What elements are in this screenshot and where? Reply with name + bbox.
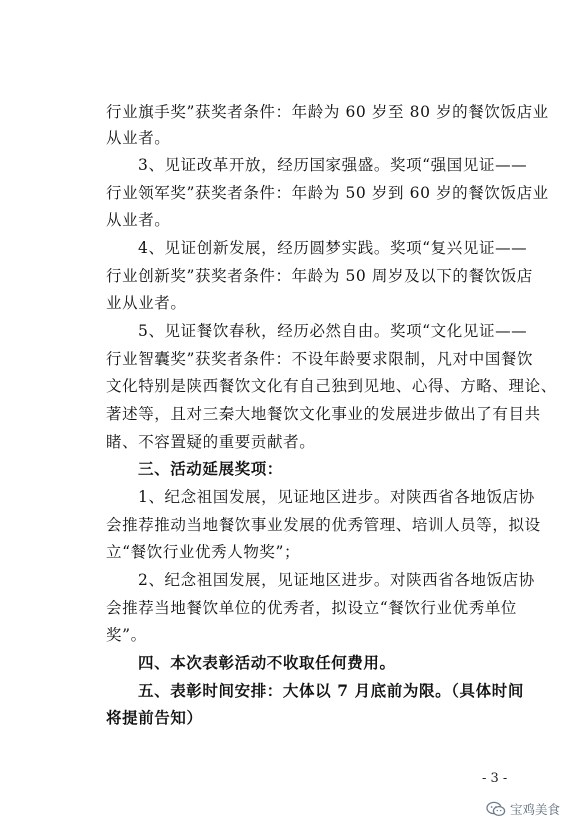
- section-heading: 三、活动延展奖项：: [138, 459, 283, 478]
- text-line: 行业创新奖”获奖者条件：年龄为 50 周岁及以下的餐饮饭店: [106, 267, 533, 285]
- text-line: 5、见证餐饮春秋，经历必然自由。奖项“文化见证——: [138, 322, 528, 340]
- page-number: - 3 -: [482, 771, 508, 786]
- text-line: 从业者。: [106, 129, 171, 147]
- text-line: 行业领军奖”获奖者条件：年龄为 50 岁到 60 岁的餐饮饭店业: [106, 184, 549, 202]
- section-heading: 四、本次表彰活动不收取任何费用。: [138, 653, 396, 672]
- text-line: 会推荐推动当地餐饮事业发展的优秀管理、培训人员等，拟设: [106, 516, 541, 534]
- section-heading: 五、表彰时间安排：大体以 7 月底前为限。（具体时间: [138, 681, 524, 700]
- text-line: 业从业者。: [106, 294, 187, 312]
- watermark: [486, 798, 560, 820]
- text-line: 2、纪念祖国发展，见证地区进步。对陕西省各地饭店协: [138, 571, 535, 589]
- text-line: 从业者。: [106, 211, 171, 229]
- text-line: 行业智囊奖”获奖者条件：不设年龄要求限制，凡对中国餐饮: [106, 350, 534, 368]
- text-line: 3、见证改革开放，经历国家强盛。奖项“强国见证——: [138, 156, 528, 174]
- text-line: 文化特别是陕西餐饮文化有自己独到见地、心得、方略、理论、: [106, 377, 557, 395]
- text-line: 4、见证创新发展，经历圆梦实践。奖项“复兴见证——: [138, 239, 528, 257]
- watermark-text: 宝鸡美食: [510, 802, 561, 817]
- text-line: 行业旗手奖”获奖者条件：年龄为 60 岁至 80 岁的餐饮饭店业: [106, 103, 549, 121]
- text-line: 将提前告知）: [106, 708, 203, 727]
- text-line: 1、纪念祖国发展，见证地区进步。对陕西省各地饭店协: [138, 488, 535, 506]
- text-line: 会推荐当地餐饮单位的优秀者，拟设立“餐饮行业优秀单位: [106, 599, 518, 617]
- text-line: 立“餐饮行业优秀人物奖”；: [106, 543, 301, 561]
- wechat-icon: [486, 801, 506, 817]
- text-line: 睹、不容置疑的重要贡献者。: [106, 433, 316, 451]
- text-line: 著述等，且对三秦大地餐饮文化事业的发展进步做出了有目共: [106, 405, 541, 423]
- text-line: 奖”。: [106, 626, 147, 644]
